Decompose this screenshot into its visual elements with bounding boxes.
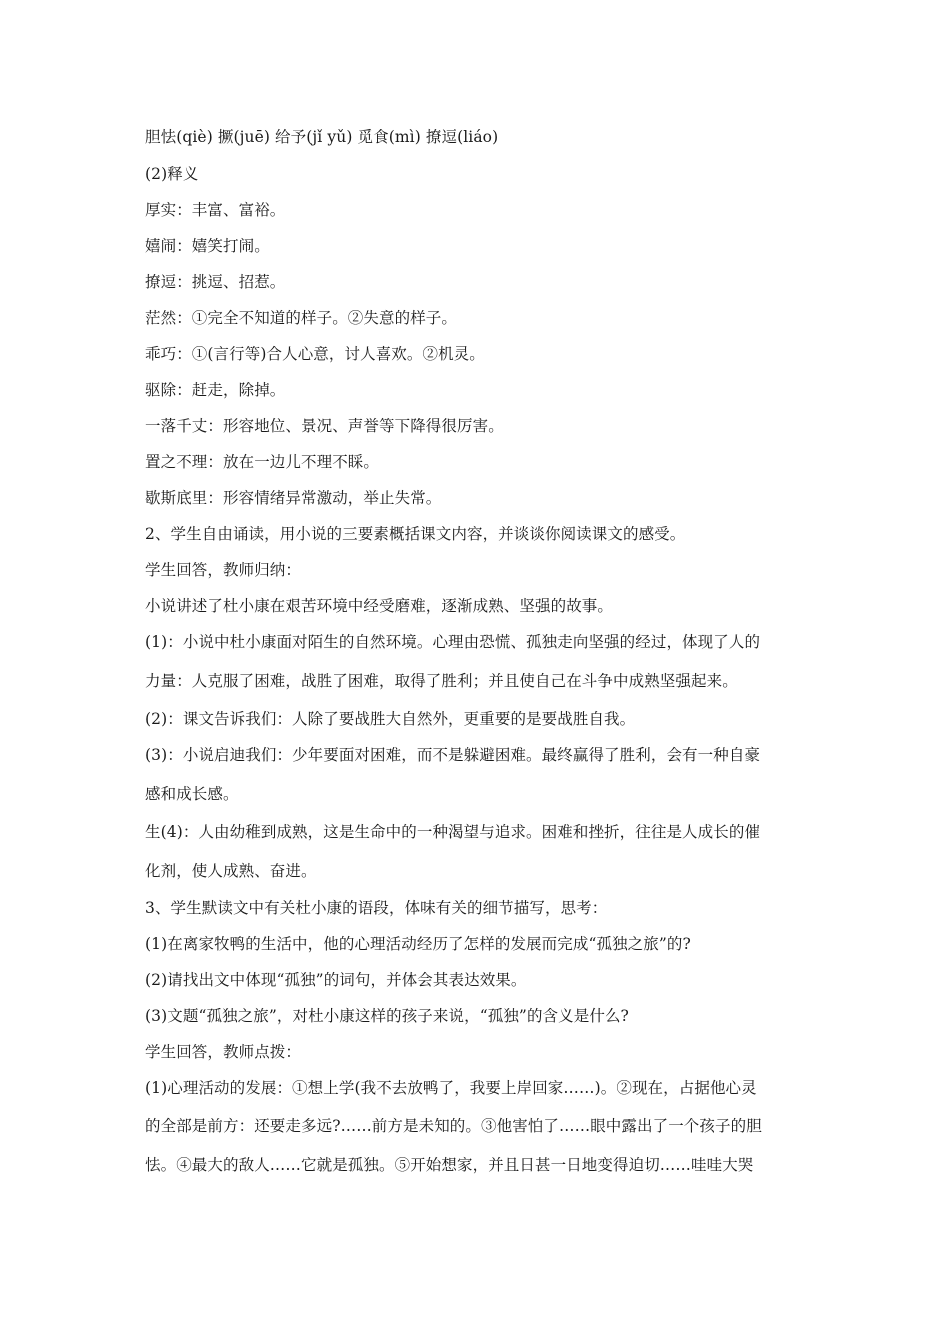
definition-line: 驱除：赶走，除掉。 (145, 381, 286, 399)
question-line: (2)请找出文中体现“孤独”的词句，并体会其表达效果。 (145, 971, 527, 989)
question-line: (3)文题“孤独之旅”，对杜小康这样的孩子来说，“孤独”的含义是什么? (145, 1007, 629, 1025)
paragraph-line: 怯。④最大的敌人……它就是孤独。⑤开始想家，并且日甚一日地变得迫切……哇哇大哭 (145, 1156, 754, 1174)
paragraph-line: 的全部是前方：还要走多远?……前方是未知的。③他害怕了……眼中露出了一个孩子的胆 (145, 1117, 762, 1135)
paragraph-line: 学生回答，教师点拨： (145, 1043, 302, 1061)
paragraph-line: 化剂，使人成熟、奋进。 (145, 862, 317, 880)
paragraph-line: (3)：小说启迪我们：少年要面对困难，而不是躲避困难。最终赢得了胜利，会有一种自豪 (145, 746, 761, 764)
task-heading: 3、学生默读文中有关杜小康的语段，体味有关的细节描写，思考： (145, 899, 608, 917)
definition-line: 厚实：丰富、富裕。 (145, 201, 286, 219)
definition-line: 茫然：①完全不知道的样子。②失意的样子。 (145, 309, 458, 327)
definition-line: 一落千丈：形容地位、景况、声誉等下降得很厉害。 (145, 417, 504, 435)
definition-line: 歇斯底里：形容情绪异常激动，举止失常。 (145, 489, 442, 507)
pronunciation-line: 胆怯(qiè) 撅(juē) 给予(jǐ yǔ) 觅食(mì) 撩逗(liáo) (145, 128, 499, 146)
paragraph-line: 感和成长感。 (145, 785, 239, 803)
paragraph-line: 生(4)：人由幼稚到成熟，这是生命中的一种渴望与追求。困难和挫折，往往是人成长的催 (145, 823, 761, 841)
paragraph-line: (2)：课文告诉我们：人除了要战胜大自然外，更重要的是要战胜自我。 (145, 710, 636, 728)
paragraph-line: 力量：人克服了困难，战胜了困难，取得了胜利；并且使自己在斗争中成熟坚强起来。 (145, 672, 738, 690)
task-heading: 2、学生自由诵读，用小说的三要素概括课文内容，并谈谈你阅读课文的感受。 (145, 525, 686, 543)
definition-line: 嬉闹：嬉笑打闹。 (145, 237, 270, 255)
paragraph-line: 学生回答，教师归纳： (145, 561, 302, 579)
definition-line: 撩逗：挑逗、招惹。 (145, 273, 286, 291)
paragraph-line: (1)心理活动的发展：①想上学(我不去放鸭了，我要上岸回家……)。②现在，占据他心灵 (145, 1079, 757, 1097)
paragraph-line: (1)：小说中杜小康面对陌生的自然环境。心理由恐慌、孤独走向坚强的经过，体现了人的 (145, 633, 761, 651)
question-line: (1)在离家牧鸭的生活中，他的心理活动经历了怎样的发展而完成“孤独之旅”的? (145, 935, 691, 953)
definition-line: 乖巧：①(言行等)合人心意，讨人喜欢。②机灵。 (145, 345, 485, 363)
definition-line: 置之不理：放在一边儿不理不睬。 (145, 453, 380, 471)
section-heading-definitions: (2)释义 (145, 165, 199, 183)
paragraph-line: 小说讲述了杜小康在艰苦环境中经受磨难，逐渐成熟、坚强的故事。 (145, 597, 614, 615)
